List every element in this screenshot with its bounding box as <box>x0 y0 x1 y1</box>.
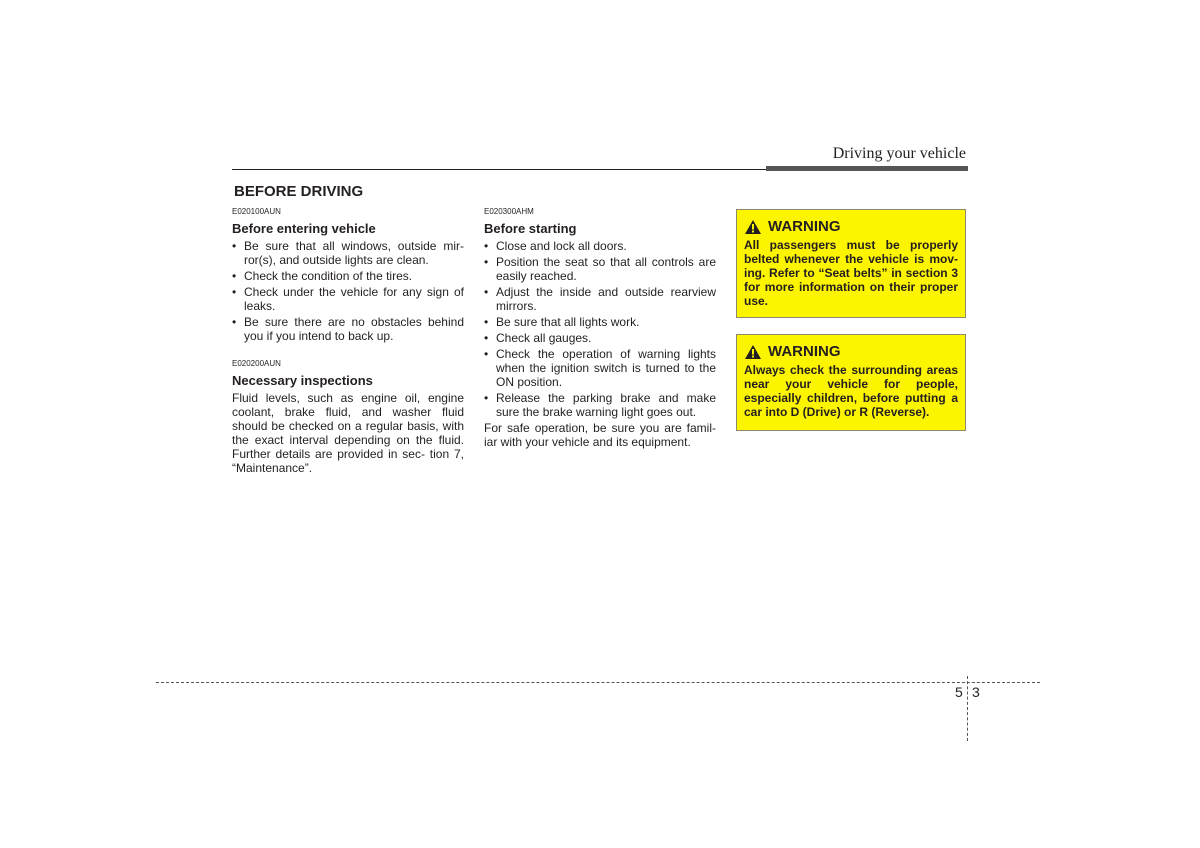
column-left <box>232 207 464 475</box>
list-item: • Close and lock all doors. <box>484 239 627 253</box>
column-middle <box>484 207 716 449</box>
list-item: • Check all gauges. <box>484 331 592 345</box>
list-item: • Release the parking brake and make sure the brake warning light goes out. <box>484 391 716 419</box>
warning-box-seat-belts <box>736 209 966 318</box>
reference-code: E020200AUN <box>232 359 281 368</box>
list-item: • Be sure that all windows, outside mir- ror(s), and outside lights are clean. <box>232 239 464 267</box>
list-item: • Check the condition of the tires. <box>232 269 413 283</box>
subheading-before-entering: Before entering vehicle <box>232 221 376 236</box>
section-title: BEFORE DRIVING <box>234 183 364 200</box>
footer-divider <box>967 676 968 741</box>
warning-title: WARNING <box>768 343 841 360</box>
header-rule <box>232 169 768 170</box>
bullet-list-before-entering <box>232 239 464 343</box>
list-item: • Be sure that all lights work. <box>484 315 640 329</box>
list-item: • Adjust the inside and outside rearview mirrors. <box>484 285 716 313</box>
running-header: Driving your vehicle <box>832 145 966 162</box>
page-number: 3 <box>972 684 980 700</box>
page-section-number: 5 <box>955 684 963 700</box>
bullet-list-before-starting <box>484 239 716 419</box>
header-bar <box>766 166 968 171</box>
reference-code: E020100AUN <box>232 207 281 216</box>
list-item: • Check the operation of warning lights when the ignition switch is turned to the ON position. <box>484 347 716 389</box>
subheading-before-starting: Before starting <box>484 221 577 236</box>
paragraph-safe-operation: For safe operation, be sure you are famil- iar with your vehicle and its equipment. <box>484 421 716 449</box>
warning-text: All passengers must be properly belted whenever the vehicle is mov- ing. Refer to “Seat belts” in section 3 for more information on their proper use. <box>744 238 958 308</box>
paragraph-inspections: Fluid levels, such as engine oil, engine coolant, brake fluid, and washer fluid should be checked on a regular basis, with the exact interval depending on the fluid. Further details are provided in sec- tion 7, “Maintenance”. <box>232 391 464 475</box>
list-item: • Check under the vehicle for any sign of leaks. <box>232 285 464 313</box>
warning-box-surroundings <box>736 334 966 431</box>
warning-title: WARNING <box>768 218 841 235</box>
warning-triangle-icon <box>744 344 762 360</box>
list-item: • Be sure there are no obstacles behind you if you intend to back up. <box>232 315 464 343</box>
warning-text: Always check the surrounding areas near your vehicle for people, especially children, before putting a car into D (Drive) or R (Reverse). <box>744 363 958 419</box>
list-item: • Position the seat so that all controls are easily reached. <box>484 255 716 283</box>
subheading-necessary-inspections: Necessary inspections <box>232 373 373 388</box>
footer-rule <box>156 682 1040 683</box>
reference-code: E020300AHM <box>484 207 534 216</box>
warning-triangle-icon <box>744 219 762 235</box>
